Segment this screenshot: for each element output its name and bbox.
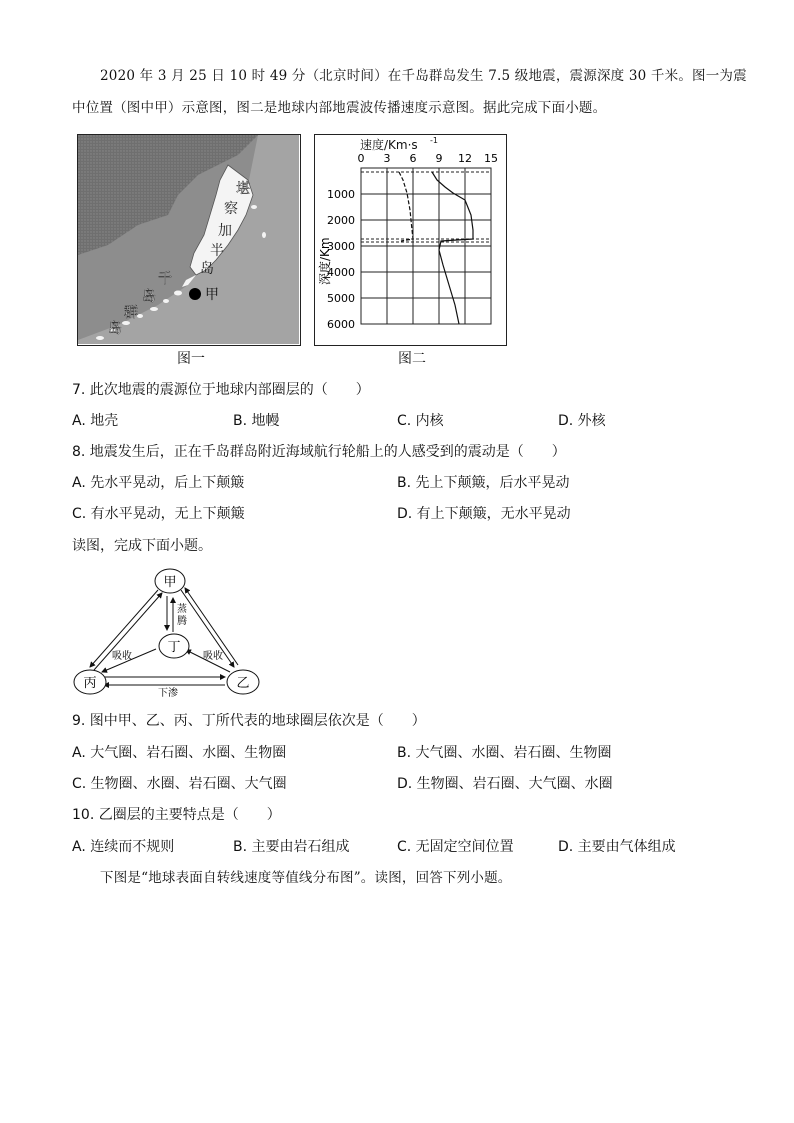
chart-grid <box>361 168 491 324</box>
intro-3: 下图是“地球表面自转线速度等值线分布图”。读图，回答下列小题。 <box>100 870 512 886</box>
node-yi: 乙 <box>236 676 250 691</box>
q9-option-a[interactable]: A. 大气圈、岩石圈、水圈、生物圈 <box>72 745 287 761</box>
figure-2-caption: 图二 <box>398 351 426 367</box>
x-tick-labels <box>358 152 499 165</box>
q8-option-c[interactable]: C. 有水平晃动，无上下颠簸 <box>72 506 245 522</box>
figure-1-caption: 图一 <box>177 351 205 367</box>
q7-option-d[interactable]: D. 外核 <box>558 413 606 429</box>
node-jia: 甲 <box>163 575 177 590</box>
x-tick: 12 <box>458 152 472 165</box>
figure-2-chart <box>314 134 507 346</box>
islands-char-3: 岛 <box>108 321 122 337</box>
q9-option-c[interactable]: C. 生物圈、水圈、岩石圈、大气圈 <box>72 776 287 792</box>
epicenter-marker <box>189 288 201 300</box>
peninsula-char-0: 堪 <box>236 181 250 197</box>
islands-char-0: 千 <box>158 271 172 287</box>
node-bing: 丙 <box>83 676 97 691</box>
islands-char-2: 群 <box>124 305 138 321</box>
y-tick: 4000 <box>327 266 355 279</box>
intro-line-1: 2020 年 3 月 25 日 10 时 49 分（北京时间）在千岛群岛发生 7.5 级地震，震源深度 30 千米。图一为震 <box>100 68 747 84</box>
label-xishou-left: 吸收 <box>112 651 132 662</box>
q10-option-b[interactable]: B. 主要由岩石组成 <box>233 839 350 855</box>
node-ding: 丁 <box>167 640 181 655</box>
cycle-svg <box>70 566 266 698</box>
q9-option-d[interactable]: D. 生物圈、岩石圈、大气圈、水圈 <box>397 776 613 792</box>
label-xishou-right: 吸收 <box>203 651 223 662</box>
label-zheng: 蒸 <box>177 604 187 615</box>
p-wave-curve <box>432 172 473 324</box>
q10-option-c[interactable]: C. 无固定空间位置 <box>397 839 514 855</box>
islands-char-1: 岛 <box>142 289 156 305</box>
y-tick: 3000 <box>327 240 355 253</box>
label-xiashen: 下渗 <box>158 688 178 698</box>
peninsula-char-3: 半 <box>210 243 224 259</box>
q8-option-a[interactable]: A. 先水平晃动，后上下颠簸 <box>72 475 245 491</box>
y-tick: 5000 <box>327 292 355 305</box>
label-teng: 腾 <box>177 616 187 627</box>
q7-option-c[interactable]: C. 内核 <box>397 413 444 429</box>
intro-line-2: 中位置（图中甲）示意图，图二是地球内部地震波传播速度示意图。据此完成下面小题。 <box>72 100 607 116</box>
q8-stem: 8. 地震发生后，正在千岛群岛附近海域航行轮船上的人感受到的震动是（ ） <box>72 444 566 460</box>
peninsula-char-4: 岛 <box>200 261 214 277</box>
x-tick: 6 <box>409 152 417 165</box>
figure-1-map <box>77 134 301 346</box>
x-axis-title-sup: -1 <box>430 136 438 145</box>
q8-option-d[interactable]: D. 有上下颠簸，无水平晃动 <box>397 506 571 522</box>
y-tick: 1000 <box>327 188 355 201</box>
x-tick: 3 <box>383 152 391 165</box>
q10-option-a[interactable]: A. 连续而不规则 <box>72 839 175 855</box>
q10-stem: 10. 乙圈层的主要特点是（ ） <box>72 807 281 823</box>
sphere-cycle-diagram <box>70 566 266 698</box>
peninsula-char-2: 加 <box>218 223 232 239</box>
x-tick: 15 <box>484 152 498 165</box>
map-svg <box>78 135 299 344</box>
q7-option-a[interactable]: A. 地壳 <box>72 413 119 429</box>
q9-option-b[interactable]: B. 大气圈、水圈、岩石圈、生物圈 <box>397 745 612 761</box>
x-axis-title: 速度/Km·s <box>360 138 418 152</box>
y-axis-title: 深度/Km <box>318 237 332 285</box>
y-tick: 6000 <box>327 318 355 331</box>
peninsula-char-1: 察 <box>224 201 238 217</box>
q9-stem: 9. 图中甲、乙、丙、丁所代表的地球圈层依次是（ ） <box>72 713 426 729</box>
seismic-svg <box>315 135 505 344</box>
y-tick: 2000 <box>327 214 355 227</box>
q10-option-d[interactable]: D. 主要由气体组成 <box>558 839 676 855</box>
intro-2: 读图，完成下面小题。 <box>72 538 212 554</box>
q8-option-b[interactable]: B. 先上下颠簸，后水平晃动 <box>397 475 570 491</box>
s-wave-curve <box>399 172 413 241</box>
q7-option-b[interactable]: B. 地幔 <box>233 413 280 429</box>
point-label-jia: 甲 <box>205 287 219 303</box>
x-tick: 9 <box>435 152 443 165</box>
q7-stem: 7. 此次地震的震源位于地球内部圈层的（ ） <box>72 382 370 398</box>
x-tick: 0 <box>357 152 365 165</box>
